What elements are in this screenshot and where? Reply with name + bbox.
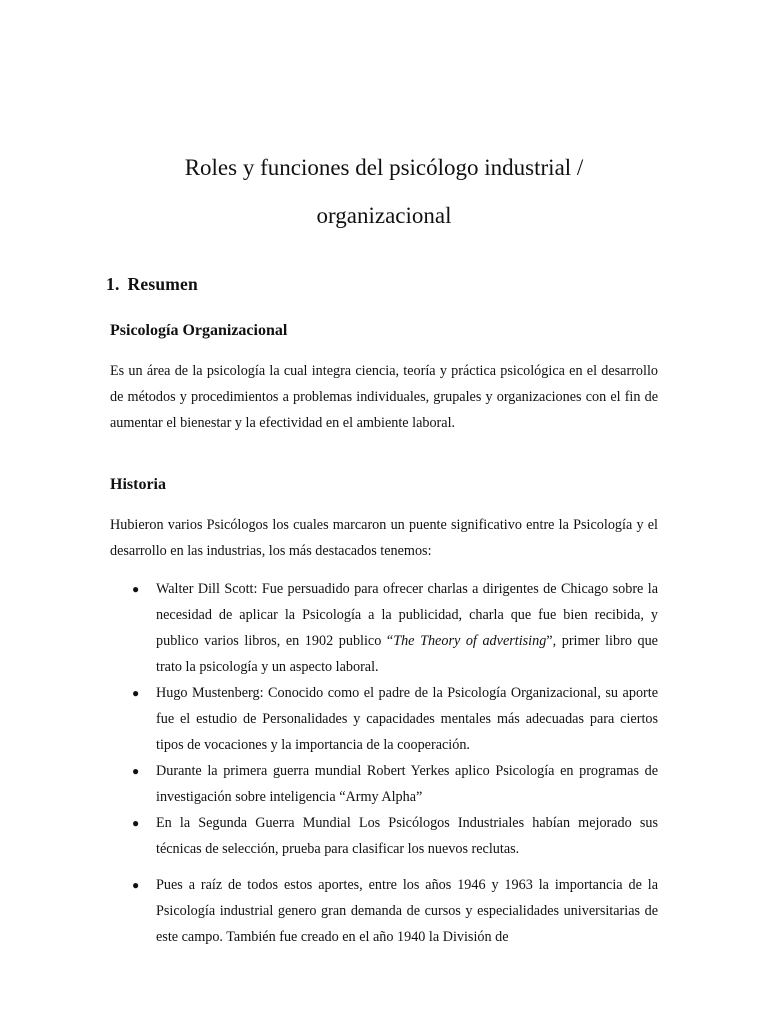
bullet-icon: ● xyxy=(132,764,140,778)
bullet-text-end: ”, primer libro que trato la psicología y un aspecto laboral. xyxy=(156,633,658,675)
section-number: 1. xyxy=(106,274,120,294)
history-bullet-list xyxy=(110,576,658,950)
list-item xyxy=(110,576,658,680)
list-item xyxy=(110,680,658,758)
bullet-text: Hugo Mustenberg: Conocido como el padre de la Psicología Organizacional, su aporte fue el estudio de Personalidades y capacidades mentales más adecuadas para ciertos tipos de vocaciones y la importancia de la cooperación. xyxy=(156,685,658,753)
section-label: Resumen xyxy=(127,274,198,294)
bullet-text: Durante la primera guerra mundial Robert Yerkes aplico Psicología en programas de investigación sobre inteligencia “Army Alpha” xyxy=(156,763,658,805)
bullet-icon: ● xyxy=(132,816,140,830)
title-line-2: organizacional xyxy=(316,203,452,228)
section-heading-resumen xyxy=(106,274,198,295)
list-item xyxy=(110,872,658,950)
bullet-icon: ● xyxy=(132,878,140,892)
bullet-icon: ● xyxy=(132,686,140,700)
subheading-psicologia-organizacional: Psicología Organizacional xyxy=(110,322,288,339)
list-item xyxy=(110,758,658,810)
bullet-text: Walter Dill Scott: Fue persuadido para ofrecer charlas a dirigentes de Chicago sobre la necesidad de aplicar la Psicología a la publicidad, charla que fue bien recibida, y publico varios libros, en 1902 publico “ xyxy=(156,581,658,649)
paragraph-history-intro: Hubieron varios Psicólogos los cuales marcaron un puente significativo entre la Psicología y el desarrollo en las industrias, los más destacados tenemos: xyxy=(110,517,658,559)
bullet-text: Pues a raíz de todos estos aportes, entre los años 1946 y 1963 la importancia de la Psicología industrial genero gran demanda de cursos y especialidades universitarias de este campo. También fue creado en el año 1940 la División de xyxy=(156,877,658,945)
paragraph-definition: Es un área de la psicología la cual integra ciencia, teoría y práctica psicológica en el desarrollo de métodos y procedimientos a problemas individuales, grupales y organizaciones con el fin de aumentar el bienestar y la efectividad en el ambiente laboral. xyxy=(110,363,658,431)
book-title: The Theory of advertising xyxy=(393,633,547,649)
title-line-1: Roles y funciones del psicólogo industrial / xyxy=(184,155,584,180)
bullet-icon: ● xyxy=(132,582,140,596)
subheading-historia: Historia xyxy=(110,476,166,493)
document-title xyxy=(60,144,708,240)
list-item xyxy=(110,810,658,862)
bullet-text: En la Segunda Guerra Mundial Los Psicólogos Industriales habían mejorado sus técnicas de selección, prueba para clasificar los nuevos reclutas. xyxy=(156,815,658,857)
